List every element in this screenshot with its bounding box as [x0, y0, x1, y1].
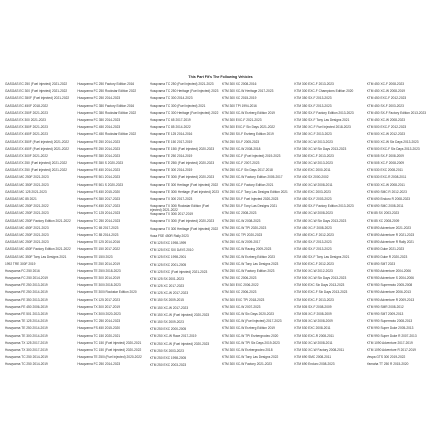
vehicle-item: KTM 990 Super Duke 2005-2013: [366, 326, 414, 331]
vehicle-item: Husqvarna FC 250 2014-2023: [77, 362, 121, 367]
vehicle-item: KTM 300 XC-W (Fuel injected) 2017-2023: [221, 319, 282, 324]
vehicle-item: GASGAS EC 450F 2018-2022: [5, 103, 49, 108]
vehicle-item: KTM 500 EXC-F 2012-2023: [294, 261, 334, 266]
vehicle-item: KTM 125 XC 2017-2023: [149, 284, 185, 289]
vehicle-item: Husqvarna FE 450 2014-2023: [77, 168, 121, 173]
vehicle-item: Husqvarna FS 450 2015-2020: [77, 326, 121, 331]
compatibility-document: [5, 74, 436, 374]
vehicle-item: Husqvarna TC 125 2014-2023: [77, 211, 121, 216]
vehicle-item: KTM 250 SX-F Erzberg Edition 2019: [221, 132, 274, 137]
vehicle-item: KTM 530 EXC 2008-2011: [366, 168, 403, 173]
vehicle-item: KTM 690 SMC 2008-2011: [294, 355, 332, 360]
vehicle-item: KTM 250 EXC 2003-2023: [149, 363, 187, 368]
vehicle-item: GASGAS MC 85 2021: [5, 197, 37, 201]
vehicle-item: KTM 690 SMC R 2012-2023: [366, 189, 407, 194]
vehicle-item: GASGAS MC 250F 2021-2023: [5, 232, 49, 237]
vehicle-item: KTM 500 EXC Six Days 2013-2023: [294, 283, 345, 288]
vehicle-item: KTM 990 SMT 2009-2013: [366, 312, 404, 316]
vehicle-item: KTM 150 SX 2009-2015: [149, 298, 184, 303]
vehicle-item: KTM 250 XC-W TPI 2020-2023: [221, 225, 267, 230]
vehicle-item: KTM 250 XC 2006-2023: [221, 276, 257, 281]
vehicle-item: Husqvarna FC 250 Rockstar Edition 2022: [77, 89, 137, 94]
vehicle-item: KTM 450 XC-W 2008-2023: [366, 117, 406, 122]
vehicle-item: GASGAS MC 350F 2021-2023: [5, 182, 49, 187]
vehicle-item: KTM 300 XC-W Erzberg Edition 2019: [221, 326, 275, 331]
vehicle-item: KTM 300 EXC-F Champions Edition 2020: [294, 89, 354, 94]
vehicle-item: KTM 250 XC-F Six Days 2017-2018: [221, 168, 273, 173]
vehicle-item: Husqvarna FE 250 2014-2023: [77, 146, 121, 151]
vehicle-column: [294, 82, 363, 370]
vehicle-item: Husqvarna TE 250i (Fuel injected) 2020-2023: [149, 161, 215, 166]
vehicle-item: Husqvarna FX 450 2017-2023: [77, 204, 121, 209]
vehicle-item: KTM 350 EXC-F 2013-2023: [294, 153, 334, 158]
vehicle-item: Husqvarna TE 300 2014-2019: [149, 168, 193, 173]
vehicle-item: KTM 125 EXC 2001-2005: [149, 262, 187, 267]
vehicle-item: KTM 250 EXC 1998-2005: [149, 355, 187, 360]
vehicle-item: Husqvarna TE 150 2017-2022: [77, 247, 120, 252]
vehicle-item: Husqvarna TX 300i 2017-2019: [149, 212, 194, 217]
vehicle-item: KTM 125 EXC 1998-1999: [149, 240, 187, 245]
vehicle-item: KTM 450 SX-F Factory Edition 2013-2023: [366, 110, 426, 115]
vehicle-item: KTM 350 XC-W 2013-2023: [294, 161, 333, 166]
vehicle-item: KTM 300 XC-W TPI Six Days 2019-2023: [221, 340, 280, 345]
vehicle-item: KTM 150 XC-W 2017-2023: [149, 305, 189, 310]
vehicle-item: KTM 150 XC-W (Fuel injected) 2020-2023: [149, 312, 210, 317]
vehicle-item: Husqvarna TE 150i (Fuel injected) 2020-2023: [149, 146, 215, 151]
vehicle-item: KTM 250 SX 2003-2023: [149, 348, 184, 353]
vehicle-item: Husqvarna TE 150 2017-2019: [149, 139, 193, 144]
vehicle-item: KTM 85 XC 2008-2009: [366, 218, 400, 223]
vehicle-item: GASGAS MC 250F 2021-2023: [5, 175, 49, 180]
vehicle-item: Husqvarna TC 65 2017-2023: [77, 225, 119, 230]
vehicle-item: KTM 500 EXC-F Six Days 2013-2023: [294, 290, 348, 295]
vehicle-item: KTM 530 XC-W 2008-2011: [294, 340, 333, 345]
vehicle-item: KTM 500 XC-W Six Days 2013-2023: [366, 139, 419, 144]
vehicle-item: Husqvarna TE 300i (Fuel injected) 2020-2023: [149, 175, 215, 180]
vehicle-item: GASGAS EC 250 (Fuel injected) 2021-2022: [5, 82, 68, 86]
vehicle-item: Husqvarna FE 450 2006-2019: [5, 304, 48, 309]
vehicle-item: KTM 150 SX 2009-2023: [149, 320, 184, 324]
vehicle-item: KTM 450 SX-F 2003-2023: [366, 103, 404, 108]
vehicle-item: Husqvarna FC 250 2014-2023: [77, 96, 121, 101]
vehicle-item: KTM 530 XC-W 2008-2011: [366, 182, 405, 187]
vehicle-item: Husqvarna TX 300i Rockstar Edition (Fuel injected) 2021-2022: [149, 204, 210, 213]
vehicle-item: Husqvarna TC 300 Heritage (Fuel injected) 2022: [149, 110, 219, 115]
vehicle-item: KTM 300 EXC-F 2013-2023: [294, 82, 334, 86]
vehicle-item: Husqvarna TX 300 2017-2023: [149, 197, 193, 201]
vehicle-item: KTM 85 SX 2003-2023: [366, 211, 400, 216]
vehicle-item: KTM 950 Adventure S 2004-2006: [366, 276, 414, 281]
vehicle-item: KTM 450 EXC-F 2012-2023: [294, 232, 334, 237]
vehicle-column: [77, 82, 146, 370]
vehicle-item: Husqvarna FE 250 2014-2023: [77, 139, 121, 144]
vehicle-item: Husqvarna TE 300 2014-2019: [77, 276, 120, 281]
vehicle-item: KTM 450 SX-F 2003-2023: [294, 197, 332, 201]
vehicle-item: KTM 530 XC-W Factory 2008-2011: [294, 347, 345, 352]
vehicle-item: KTM 300 XC-W Erzbergrodeo 2018: [221, 347, 273, 352]
vehicle-item: KTM 250 XC-W Factory Edition 2005-2017: [221, 175, 283, 180]
vehicle-item: KTM 890 Duke R 2020-2023: [366, 254, 408, 259]
vehicle-item: KTM 500 EXC-F Six Days 2013-2023: [366, 146, 420, 151]
vehicle-item: Husqvarna FE 501 2014-2023: [77, 175, 121, 180]
vehicle-item: KTM 350 SX-F 2013-2023: [294, 103, 332, 108]
vehicle-item: KTM 125 EXC (Fuel injected) 2021-2023: [149, 269, 208, 274]
vehicle-item: KTM 250 XC-W (Fuel injected) 2020-2023: [149, 341, 210, 346]
vehicle-item: Husqvarna FC 450 Rockstar Edition 2022: [77, 132, 137, 137]
vehicle-item: KTM 250 XC-W 2008-2023: [221, 218, 261, 223]
vehicle-item: Husqvarna FE 350 S 2020-2023: [77, 161, 124, 166]
vehicle-item: GASGAS EX 250 (Fuel injected) 2021-2022: [5, 168, 68, 173]
vehicle-item: KTM 450 XC-W Six Days 2013-2023: [294, 218, 347, 223]
vehicle-item: KTM 690 Enduro R 2008-2023: [366, 197, 411, 201]
vehicle-item: Husqvarna FE 250 2014-2019: [5, 290, 48, 295]
vehicle-item: Husqvarna TC 250 (Fuel injected) 2021-2023: [149, 82, 214, 86]
vehicle-item: GASGAS EX 300F 2021-2022: [5, 153, 48, 158]
vehicle-item: KTM 450 XC-F 2008-2023: [366, 82, 405, 86]
vehicle-item: KTM 125 EXC 1998-2001: [149, 255, 187, 260]
vehicle-item: GASGAS EX 350F (Fuel injected) 2021-2022: [5, 139, 69, 144]
vehicle-item: KTM 890 Adventure 2021-2023: [366, 225, 411, 230]
vehicle-item: KTM 990 Super Duke R 2007-2013: [366, 333, 417, 338]
vehicle-item: Husqvarna TC 250 2014-2023: [77, 319, 121, 324]
vehicle-item: KTM 450 SX-F Tony Las Designs 2021: [294, 254, 350, 259]
vehicle-item: KTM 350 XC-F Fuel Injected 2018-2023: [294, 125, 351, 130]
vehicle-item: Husqvarna FS 450 2015-2020: [77, 189, 121, 194]
vehicle-item: Husqvarna TX 125 2017-2019: [5, 340, 48, 345]
vehicle-item: Husa FSE 450R Rally 2023: [149, 233, 189, 238]
vehicle-item: Husqvarna TC 250 2014-2019: [5, 362, 48, 367]
vehicle-item: Husqvarna TE 250 2014-2019: [149, 153, 193, 158]
vehicle-item: Husqvarna FC 350 2014-2023: [77, 117, 121, 122]
vehicle-item: KTM 350 SX-F 2013-2023: [294, 96, 332, 101]
vehicle-item: KTM 300 XC-W Erzberg Edition 2019: [221, 110, 275, 115]
vehicle-item: KTM 890 Adventure R Rally 2021: [366, 240, 414, 245]
vehicle-item: GASGAS EC 350F (Fuel injected) 2021-2022: [5, 96, 70, 101]
vehicle-item: KTM 125 EXC SIX DAYS 2010: [149, 248, 194, 253]
vehicle-item: Husqvarna TC 250 2014-2023: [77, 218, 121, 223]
vehicle-item: KTM 530 EXC-R 2008-2011: [366, 175, 407, 180]
vehicle-item: KTM 300 XC-W Heritage 2017-2023: [221, 89, 274, 94]
vehicle-item: GASGAS MC 450F Factory Edition 2021-2022: [5, 247, 71, 252]
vehicle-item: Husqvarna TE 300i Rockstar Edition 2020: [77, 290, 137, 295]
vehicle-item: KTM 890 Duke 2021-2023: [366, 247, 405, 252]
vehicle-column: [222, 82, 291, 370]
vehicle-item: KTM 250 XC-W Tony Las Designs 2023: [221, 261, 279, 266]
vehicle-item: Husqvarna FC 350 Factory Edition 2016: [77, 103, 135, 108]
vehicle-item: Husqvarna FE 350 2013-2019: [5, 297, 48, 302]
vehicle-item: KTM 300 TPI 1994-2016: [221, 103, 257, 108]
vehicle-item: Husqvarna TX 300 2017-2019: [77, 304, 120, 309]
vehicle-item: Husqvarna TE 125 2014-2016: [149, 132, 193, 137]
vehicle-item: KTM 300 XC-W 2007-2023: [221, 304, 261, 309]
vehicle-item: KTM 350 XC-W 2013-2023: [294, 139, 333, 144]
vehicle-item: Husqvarna TX 125 2017-2023: [77, 297, 120, 302]
vehicle-item: KTM 250 SX-F Tony Las Designs 2021: [221, 204, 278, 209]
vehicle-item: KTM 300 XC-W TPI Erzbergrodeo 2020: [221, 333, 279, 338]
vehicle-item: Vespa GTS 300 2019-2022: [366, 355, 406, 360]
vehicle-item: KTM 690 Enduro 2008-2023: [294, 362, 335, 367]
vehicle-item: KTM 250 XC-F Factory Edition 2021: [221, 182, 274, 187]
vehicle-item: Husqvarna TX 300 Heritage (Fuel injected) 2022: [149, 226, 219, 231]
vehicle-item: GASGAS EX 350F 2021-2023: [5, 125, 48, 130]
vehicle-item: KTM 1090 Adventure R 2017-2019: [366, 347, 416, 352]
vehicle-item: KTM 990 Supermoto 2008-2013: [366, 319, 413, 324]
vehicle-item: KTM 500 XC-W Six Days 2013-2023: [294, 276, 347, 281]
vehicle-item: Husqvarna TX 300i 2020-2023: [77, 312, 121, 316]
vehicle-item: Husqvarna FC 250 2014-2019: [5, 276, 48, 281]
vehicle-item: Husqvarna TC 150 (Fuel injected) 2020-2022: [77, 347, 142, 352]
vehicle-item: KTM 505 SX-F 2008-2009: [366, 153, 404, 158]
vehicle-item: KTM 450 XC-F 2008-2023: [294, 225, 332, 230]
vehicle-item: Husqvarna FE 250 2013-2019: [5, 283, 48, 288]
vehicle-item: KTM 450 SX-F 2013-2023: [294, 240, 332, 245]
vehicle-item: KTM 300 XC-W Six Days 2020-2023: [221, 312, 274, 316]
vehicle-item: Husqvarna FE 501 2013-2019: [5, 312, 48, 316]
vehicle-item: Husqvarna TC 150 (Fuel injected) 2020-2021: [77, 340, 142, 345]
document-title: This Part Fit's The Following Vehicles: [188, 75, 253, 79]
vehicle-item: Husqvarna TE 300 2014-2019: [5, 333, 48, 338]
vehicle-item: KTM 300 EXC 2006-2022: [221, 283, 259, 288]
vehicle-item: KTM 500 XC-W 2012-2023: [366, 132, 406, 137]
vehicle-item: KTM 300 XC 2006-2023: [221, 290, 257, 295]
vehicle-item: GASGAS EX 450F 2021-2023: [5, 132, 48, 137]
vehicle-item: KTM 950 Adventure 2004-2006: [366, 268, 411, 273]
vehicle-item: Yamaha TT 250 R 2015-2020: [366, 362, 409, 367]
vehicle-item: Husqvarna TC 300 (Fuel injected) 2021: [149, 103, 206, 108]
vehicle-item: KTM 250 SX-F 2005-2023: [221, 139, 260, 144]
vehicle-item: KTM 300 EXC-F 2021-2023: [221, 117, 262, 122]
vehicle-item: KTM 250 XC TPI 2020-2023: [221, 232, 263, 237]
vehicle-item: KTM 1090 Adventure 2017-2019: [366, 340, 413, 345]
vehicle-item: KTM 300 EXC TPI 2018-2023: [221, 297, 265, 302]
vehicle-item: Husqvarna FC 250 2016: [5, 268, 40, 273]
vehicle-item: KTM 250 XC-W Race 2017-2019: [149, 334, 197, 339]
vehicle-item: KTM 990 Adventure R 2009-2013: [366, 297, 415, 302]
vehicle-item: Husqvarna TE 150i 2023: [77, 254, 113, 259]
vehicle-item: KTM 350 XC-W Six Days 2013-2023: [294, 146, 347, 151]
vehicle-item: KTM 350 SX-F Factory Edition 2013-2023: [294, 110, 354, 115]
vehicle-item: GASGAS MC 250F Factory Edition 2021-2022: [5, 218, 71, 223]
vehicle-item: KTM 300 EXC-F Six Days 2021-2022: [221, 125, 275, 130]
vehicle-item: KTM 450 EXC-F 2012-2023: [366, 96, 407, 101]
vehicle-item: KTM 350 XC-F 2013-2023: [294, 132, 332, 137]
vehicle-item: KTM 950 Supermoto 2005-2008: [366, 283, 413, 288]
vehicle-item: KTM 250 XC-F (Fuel injected) 2019-2023: [221, 153, 281, 158]
vehicle-item: KTM 990 Adventure 2006-2013: [366, 290, 411, 295]
vehicle-item: GASGAS MC 250F 2021-2023: [5, 211, 49, 216]
vehicle-item: Husqvarna TE 300 Heritage (Fuel injected) 2022: [149, 182, 219, 187]
vehicle-item: Husqvarna TC 250 Heritage (Fuel injected) 2023: [149, 89, 219, 94]
vehicle-item: Husqvarna FX 350 2017-2023: [77, 197, 121, 201]
vehicle-item: Husqvarna TE 300i 2018-2023: [77, 283, 121, 288]
vehicle-item: GASGAS EX 250 (Fuel injected) 2021-2022: [5, 161, 68, 166]
vehicle-item: Husqvarna TE 300i Heritage (Fuel injected) 2023: [149, 189, 219, 194]
vehicle-item: Husqvarna TE 250i (Fuel injected) 2020-2022: [77, 355, 142, 360]
vehicle-item: KTM 890 Adventure R 2021-2023: [366, 232, 415, 237]
vehicle-item: KTM 530 EXC 2008-2011: [294, 326, 331, 331]
vehicle-item: KTM 250 XC 2008-2023: [221, 211, 257, 216]
vehicle-item: KTM 250 XC-W 2009-2017: [221, 240, 261, 245]
vehicle-item: GASGAS EX 450F (Fuel injected) 2021-2022: [5, 146, 69, 151]
vehicle-item: KTM 450 XC-W 2008-2019: [366, 89, 406, 94]
vehicle-item: 1992 TRE 300F 2019: [5, 261, 36, 266]
vehicle-item: GASGAS MC 125 2021-2023: [5, 189, 47, 194]
vehicle-item: KTM 505 XC-F 2008-2009: [294, 312, 332, 316]
vehicle-item: GASGAS MC 350F Tony Las Designs 2021: [5, 254, 67, 259]
vehicle-item: Husqvarna TE 250 2014-2019: [5, 326, 48, 331]
vehicle-item: KTM 450 XC-W 2008-2023: [294, 211, 333, 216]
vehicle-item: KTM 250 XC-W Factory Edition 2023: [221, 268, 275, 273]
vehicle-item: KTM 990 SMR 2008-2012: [366, 304, 404, 309]
vehicle-item: KTM 400 SX 2000-2002: [294, 175, 329, 180]
vehicle-item: Husqvarna TE 125 2014-2016: [77, 240, 120, 245]
vehicle-item: GASGAS MC 250F 2021-2022: [5, 204, 49, 209]
vehicle-column: [5, 82, 74, 370]
vehicle-item: GASGAS MC 450F 2021-2023: [5, 225, 49, 230]
vehicle-item: KTM 300 XC 2008-2016: [221, 82, 257, 86]
vehicle-item: KTM 250 XC-W Racing 2009-2023: [221, 247, 272, 252]
vehicle-item: KTM 125 XC-W 2017-2023: [149, 291, 189, 296]
vehicle-item: Husqvarna TE 125 2014-2019: [5, 319, 48, 324]
vehicle-item: KTM 400 EXC 2000-2011: [294, 168, 331, 173]
vehicle-item: Husqvarna FE 350 2014-2023: [77, 153, 121, 158]
vehicle-item: Husqvarna TC 150 2020-2021: [77, 333, 121, 338]
vehicle-item: KTM 250 XC-F Tony Las Designs Edition 2021: [221, 189, 288, 194]
vehicle-item: GASGAS EC 300 (Fuel injected) 2021-2022: [5, 89, 68, 94]
vehicle-item: GASGAS EX 250F 2021-2023: [5, 110, 48, 115]
vehicle-item: KTM 500 EXC-F 2012-2023: [366, 125, 407, 130]
vehicle-item: KTM 300 XC-W Factory 2021-2023: [221, 362, 272, 367]
vehicle-item: Husqvarna TC 250 2014-2019: [5, 355, 48, 360]
vehicle-item: KTM 250 XC-W 2008-2018: [221, 146, 261, 151]
vehicle-item: Husqvarna TX 300 2017-2019: [5, 347, 48, 352]
vehicle-item: KTM 125 SX 2001-2023: [149, 276, 184, 281]
vehicle-item: Husqvarna TC 300 2014-2023: [149, 96, 193, 101]
vehicle-item: Husqvarna FC 250 Factory Edition 2016: [77, 82, 135, 86]
vehicle-item: KTM 500 EXC-F 2013-2023: [294, 297, 334, 302]
vehicle-item: KTM 450 EXC 2003-2023: [294, 189, 331, 194]
vehicle-item: KTM 300 XC 2015-2019: [221, 96, 257, 101]
vehicle-item: KTM 450 SX-F 2013-2023: [294, 247, 332, 252]
vehicle-item: Husqvarna FC 350 Rockstar Edition 2022: [77, 110, 137, 115]
vehicle-item: KTM 690 SMC 2008-2011: [366, 204, 404, 209]
vehicle-item: Husqvarna TE 250i 2018-2023: [77, 268, 121, 273]
vehicle-item: KTM 250 EXC 2000-2005: [149, 327, 187, 332]
vehicle-item: Husqvarna TC 65 2017-2019: [149, 117, 191, 122]
vehicle-item: GASGAS EX 300 2021-2023: [5, 117, 46, 122]
vehicle-item: KTM 300 XC-W Tony Las Designs 2022: [221, 355, 279, 360]
vehicle-item: Husqvarna TC 85 2014-2023: [77, 232, 119, 237]
vehicle-columns: [5, 82, 436, 370]
vehicle-item: KTM 530 EXC-R 2008-2011: [294, 333, 334, 338]
vehicle-column: [367, 82, 436, 370]
vehicle-item: GASGAS MC 250F 2021-2023: [5, 240, 49, 245]
vehicle-item: KTM 505 XC-F 2008-2009: [366, 161, 405, 166]
vehicle-item: Husqvarna TX 300i (Fuel injected) 2020-2023: [149, 219, 215, 224]
vehicle-item: Husqvarna TE 250 2014-2019: [77, 261, 120, 266]
vehicle-item: KTM 505 SX-F 2008-2009: [294, 304, 332, 309]
vehicle-item: Husqvarna TC 85 2014-2022: [149, 125, 191, 130]
vehicle-item: KTM 500 XC-W 2012-2023: [294, 268, 333, 273]
vehicle-item: KTM 400 XC-W 2008-2011: [294, 182, 333, 187]
vehicle-item: KTM 250 SX-F Fuel Injected 2020-2023: [221, 197, 279, 201]
vehicle-item: KTM 250 XC-W Erzberg Edition 2023: [221, 254, 275, 259]
vehicle-item: Husqvarna FC 450 2014-2023: [77, 125, 121, 130]
vehicle-item: Husqvarna FE 501 S 2020-2023: [77, 182, 124, 187]
vehicle-item: KTM 505 XC-W 2008-2009: [294, 319, 333, 324]
vehicle-item: KTM 250 XC-F 2007-2023: [221, 161, 260, 166]
vehicle-column: [150, 82, 219, 370]
vehicle-item: KTM 890 SMT 2023: [366, 261, 396, 266]
vehicle-item: KTM 450 SX-F Factory Edition 2013-2023: [294, 204, 354, 209]
vehicle-item: KTM 350 SX-F Tony Las Designs 2021: [294, 117, 350, 122]
